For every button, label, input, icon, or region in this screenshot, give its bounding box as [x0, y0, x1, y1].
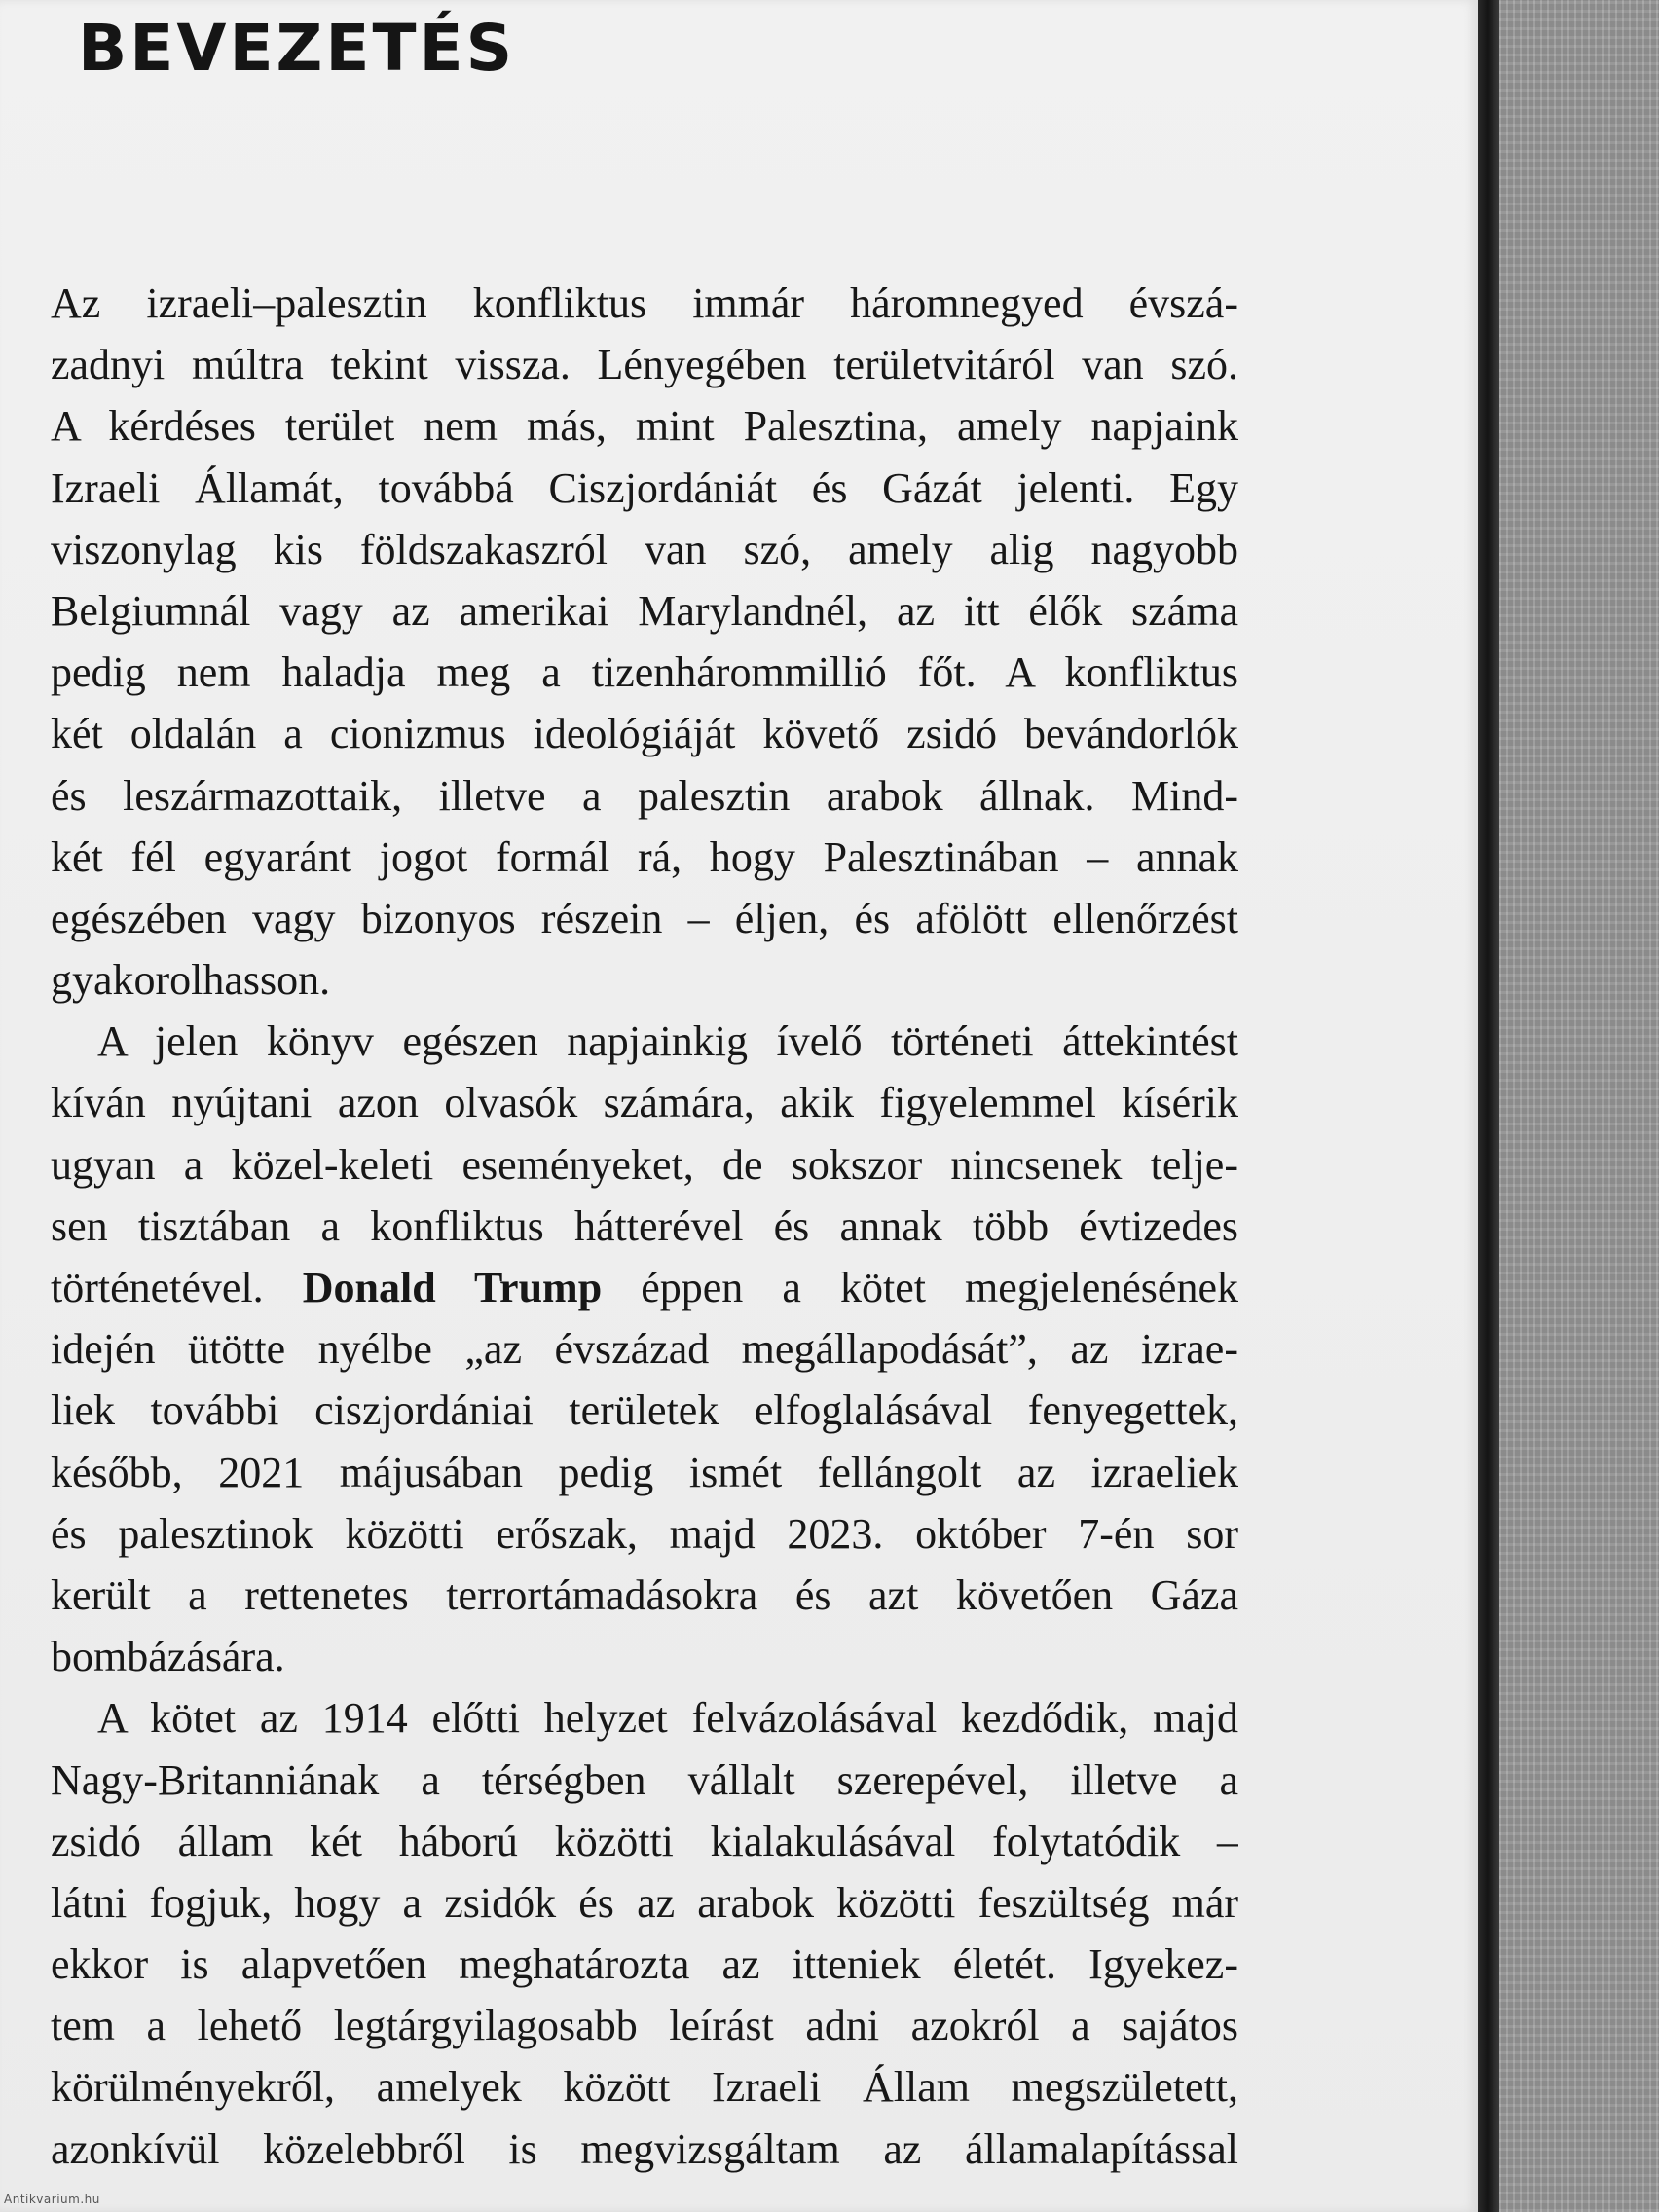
text-line: később, 2021 májusában pedig ismét fellángolt az izraeliek [51, 1448, 1238, 1496]
text-line: kíván nyújtani azon olvasók számára, akik figyelemmel kísérik [51, 1079, 1238, 1127]
text-line: zsidó állam két háború közötti kialakulásával folytatódik – [51, 1817, 1238, 1865]
chapter-heading: BEVEZETÉS [78, 11, 516, 86]
text-line: ekkor is alapvetően meghatározta az itteniek életét. Igyekez- [51, 1940, 1238, 1989]
text-line: A jelen könyv egészen napjainkig ívelő történeti áttekintést [97, 1017, 1238, 1066]
text-line: pedig nem haladja meg a tizenhárommillió főt. A konfliktus [51, 648, 1238, 697]
paragraph-2 [51, 1011, 1238, 1687]
text-line: egészében vagy bizonyos részein – éljen, és afölött ellenőrzést [51, 894, 1238, 942]
text-line: ugyan a közel-keleti eseményeket, de sokszor nincsenek telje- [51, 1140, 1238, 1189]
paragraph-3 [51, 1687, 1238, 2180]
text-line: gyakorolhasson. [51, 956, 331, 1005]
text-line: A kérdéses terület nem más, mint Palesztina, amely napjaink [51, 402, 1238, 451]
text-line: idején ütötte nyélbe „az évszázad megállapodását”, az izrae- [51, 1325, 1238, 1374]
text-line: két oldalán a cionizmus ideológiáját követő zsidó bevándorlók [51, 710, 1238, 758]
text-line-with-bold [51, 1257, 1238, 1318]
text-line: Izraeli Államát, továbbá Ciszjordániát és Gázát jelenti. Egy [51, 463, 1238, 512]
background-fabric [1499, 0, 1659, 2212]
text-line: bombázására. [51, 1633, 285, 1681]
text-line: sen tisztában a konfliktus hátterével és annak több évtizedes [51, 1201, 1238, 1250]
text-segment: éppen a kötet megjelenésének [602, 1264, 1238, 1311]
text-line: látni fogjuk, hogy a zsidók és az arabok közötti feszültség már [51, 1878, 1238, 1927]
text-line: A kötet az 1914 előtti helyzet felvázolásával kezdődik, majd [97, 1694, 1238, 1743]
body-text [51, 273, 1238, 2180]
text-segment: történetével. [51, 1264, 303, 1311]
text-line: liek további ciszjordániai területek elfoglalásával fenyegettek, [51, 1386, 1238, 1435]
bold-name: Donald Trump [302, 1264, 603, 1311]
text-line: és leszármazottaik, illetve a palesztin arabok állnak. Mind- [51, 771, 1238, 820]
text-line: került a rettenetes terrortámadásokra és azt követően Gáza [51, 1570, 1238, 1619]
watermark: Antikvarium.hu [4, 2193, 100, 2206]
paragraph-1 [51, 273, 1238, 1011]
text-line: zadnyi múltra tekint vissza. Lényegében területvitáról van szó. [51, 341, 1238, 389]
text-line: tem a lehető legtárgyilagosabb leírást adni azokról a sajátos [51, 2002, 1238, 2050]
text-line: két fél egyaránt jogot formál rá, hogy Palesztinában – annak [51, 832, 1238, 881]
text-line: körülményekről, amelyek között Izraeli Állam megszületett, [51, 2063, 1238, 2112]
text-line: Az izraeli–palesztin konfliktus immár háromnegyed évszá- [51, 279, 1238, 327]
text-line: viszonylag kis földszakaszról van szó, amely alig nagyobb [51, 525, 1238, 573]
text-line: és palesztinok közötti erőszak, majd 2023. október 7-én sor [51, 1509, 1238, 1558]
text-line: azonkívül közelebbről is megvizsgáltam az államalapítással [51, 2124, 1238, 2173]
book-page-edge [1478, 0, 1499, 2212]
text-line: Belgiumnál vagy az amerikai Marylandnél, az itt élők száma [51, 586, 1238, 635]
text-line: Nagy-Britanniának a térségben vállalt szerepével, illetve a [51, 1755, 1238, 1804]
